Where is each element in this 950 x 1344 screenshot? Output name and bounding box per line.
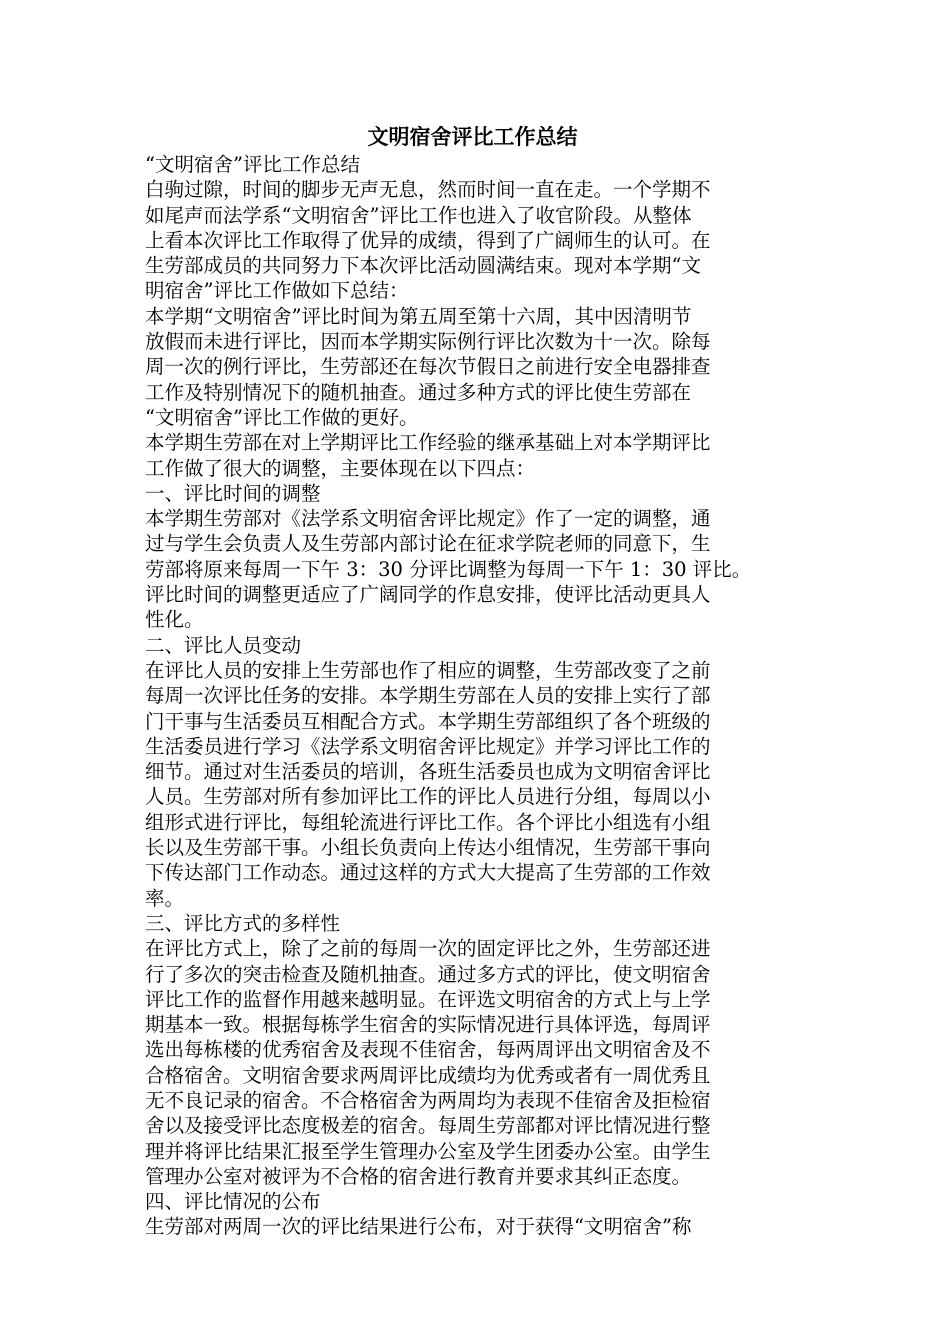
text-line: 如尾声而法学系“文明宿舍”评比工作也进入了收官阶段。从整体 — [145, 203, 692, 227]
text-line: 工作及特别情况下的随机抽查。通过多种方式的评比使生劳部在 — [145, 380, 692, 404]
text-line: 评比时间的调整更适应了广阔同学的作息安排，使评比活动更具人 — [145, 583, 711, 607]
text-line: 劳部将原来每周一下午 3：30 分评比调整为每周一下午 1：30 评比。 — [145, 557, 752, 581]
text-line: 合格宿舍。文明宿舍要求两周评比成绩均为优秀或者有一周优秀且 — [145, 1063, 711, 1087]
text-line: 一、评比时间的调整 — [145, 481, 321, 505]
text-line: 舍以及接受评比态度极差的宿舍。每周生劳部都对评比情况进行整 — [145, 1114, 711, 1138]
text-line: 在评比方式上，除了之前的每周一次的固定评比之外，生劳部还进 — [145, 937, 711, 961]
text-line: 四、评比情况的公布 — [145, 1190, 321, 1214]
text-line: 下传达部门工作动态。通过这样的方式大大提高了生劳部的工作效 — [145, 861, 711, 885]
text-line: 过与学生会负责人及生劳部内部讨论在征求学院老师的同意下，生 — [145, 532, 711, 556]
text-line: “文明宿舍”评比工作做的更好。 — [145, 405, 419, 429]
text-line: 二、评比人员变动 — [145, 633, 302, 657]
document-title: 文明宿舍评比工作总结 — [367, 124, 578, 149]
text-line: 评比工作的监督作用越来越明显。在评选文明宿舍的方式上与上学 — [145, 987, 711, 1011]
text-line: 组形式进行评比，每组轮流进行评比工作。各个评比小组选有小组 — [145, 810, 711, 834]
text-line: 工作做了很大的调整，主要体现在以下四点： — [145, 456, 536, 480]
text-line: 生活委员进行学习《法学系文明宿舍评比规定》并学习评比工作的 — [145, 734, 711, 758]
text-line: 长以及生劳部干事。小组长负责向上传达小组情况，生劳部干事向 — [145, 836, 711, 860]
text-line: 门干事与生活委员互相配合方式。本学期生劳部组织了各个班级的 — [145, 709, 711, 733]
text-line: 生劳部对两周一次的评比结果进行公布，对于获得“文明宿舍”称 — [145, 1215, 692, 1239]
text-line: 率。 — [145, 886, 185, 910]
text-line: 性化。 — [145, 608, 204, 632]
text-line: 在评比人员的安排上生劳部也作了相应的调整，生劳部改变了之前 — [145, 658, 711, 682]
document-body — [145, 152, 800, 1240]
text-line: 细节。通过对生活委员的培训，各班生活委员也成为文明宿舍评比 — [145, 760, 711, 784]
text-line: 上看本次评比工作取得了优异的成绩，得到了广阔师生的认可。在 — [145, 228, 711, 252]
text-line: 行了多次的突击检查及随机抽查。通过多方式的评比，使文明宿舍 — [145, 962, 711, 986]
text-line: 放假而未进行评比，因而本学期实际例行评比次数为十一次。除每 — [145, 330, 711, 354]
text-line: 本学期“文明宿舍”评比时间为第五周至第十六周，其中因清明节 — [145, 304, 692, 328]
text-line: 管理办公室对被评为不合格的宿舍进行教育并要求其纠正态度。 — [145, 1164, 692, 1188]
text-line: 本学期生劳部对《法学系文明宿舍评比规定》作了一定的调整，通 — [145, 507, 711, 531]
text-line: 三、评比方式的多样性 — [145, 911, 341, 935]
document-page — [145, 122, 800, 1240]
text-line: 本学期生劳部在对上学期评比工作经验的继承基础上对本学期评比 — [145, 431, 711, 455]
text-line: 周一次的例行评比，生劳部还在每次节假日之前进行安全电器排查 — [145, 355, 711, 379]
text-line: 选出每栋楼的优秀宿舍及表现不佳宿舍，每两周评出文明宿舍及不 — [145, 1038, 711, 1062]
text-line: 理并将评比结果汇报至学生管理办公室及学生团委办公室。由学生 — [145, 1139, 711, 1163]
text-line: 明宿舍”评比工作做如下总结： — [145, 279, 409, 303]
text-line: 期基本一致。根据每栋学生宿舍的实际情况进行具体评选，每周评 — [145, 1013, 711, 1037]
text-line: 白驹过隙，时间的脚步无声无息，然而时间一直在走。一个学期不 — [145, 178, 711, 202]
text-line: 人员。生劳部对所有参加评比工作的评比人员进行分组，每周以小 — [145, 785, 711, 809]
text-line: 生劳部成员的共同努力下本次评比活动圆满结束。现对本学期“文 — [145, 254, 701, 278]
text-line: 无不良记录的宿舍。不合格宿舍为两周均为表现不佳宿舍及拒检宿 — [145, 1088, 711, 1112]
text-line: “文明宿舍”评比工作总结 — [145, 153, 360, 176]
text-line: 每周一次评比任务的安排。本学期生劳部在人员的安排上实行了部 — [145, 684, 711, 708]
